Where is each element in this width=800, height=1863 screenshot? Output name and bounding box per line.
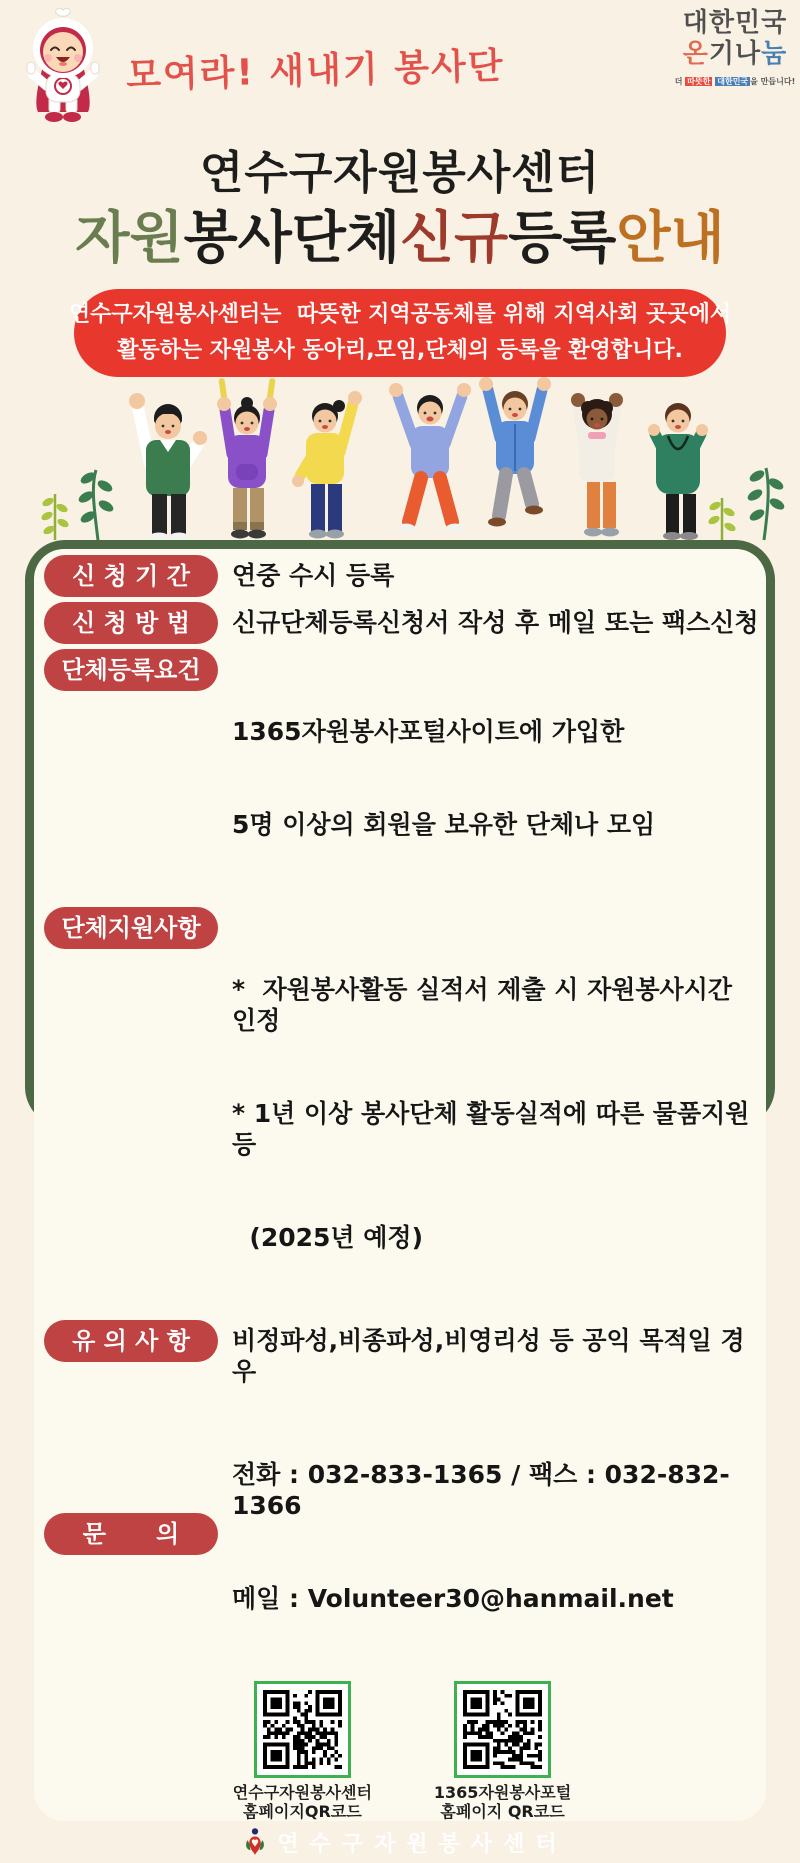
qr-block-center-homepage <box>233 1681 372 1821</box>
qr-section <box>44 1681 760 1821</box>
row-application-method <box>44 602 760 644</box>
intro-message-box <box>68 289 732 377</box>
label-group-support: 단체지원사항 <box>44 907 218 949</box>
plant-large-left <box>77 470 115 540</box>
poster-title-line1: 연수구자원봉사센터 <box>199 146 601 199</box>
logo-tagline: 더 따뜻한 대한민국 을 만듭니다! <box>674 77 796 87</box>
ongi-nanum-logo <box>674 8 796 87</box>
intro-line1: 연수구자원봉사센터는 따뜻한 지역공동체를 위해 지역사회 곳곳에서 <box>68 302 732 328</box>
plant-small-right <box>707 498 737 540</box>
logo-line1: 대한민국 <box>682 8 788 38</box>
value-contact <box>232 1392 760 1676</box>
qr-code-1365-portal <box>454 1681 551 1778</box>
logo-line2: 온기나눔 <box>682 38 788 69</box>
label-contact: 문 의 <box>44 1513 218 1555</box>
person-purple-hoodie <box>217 378 277 539</box>
value-notes: 비정파성,비종파성,비영리성 등 공익 목적일 경우 <box>232 1326 745 1386</box>
footer-title: 연수구자원봉사센터 <box>277 1831 568 1857</box>
plant-large-right <box>746 468 786 540</box>
intro-line2: 활동하는 자원봉사 동아리,모임,단체의 등록을 환영합니다. <box>117 338 683 363</box>
person-blue-top-jumping <box>389 383 471 533</box>
row-contact <box>44 1392 760 1676</box>
person-green-sweater <box>648 403 708 540</box>
contact-phone-fax: 전화 : 032-833-1365 / 팩스 : 032-832-1366 <box>232 1460 730 1520</box>
person-green-vest <box>129 393 207 542</box>
label-application-period: 신 청 기 간 <box>44 555 218 597</box>
footer-bar <box>34 1821 766 1863</box>
row-registration-requirements <box>44 649 760 902</box>
person-white-shirt <box>571 393 623 537</box>
value-application-method: 신규단체등록신청서 작성 후 메일 또는 팩스신청 <box>232 608 759 637</box>
label-application-method: 신 청 방 법 <box>44 602 218 644</box>
registration-info-inner <box>34 549 766 1821</box>
value-application-period: 연중 수시 등록 <box>232 561 395 590</box>
row-application-period <box>44 555 760 597</box>
headline-script-text: 모여라! 새내기 봉사단 <box>125 45 506 97</box>
value-registration-requirements: 1365자원봉사포털사이트에 가입한 5명 이상의 회원을 보유한 단체나 모임 <box>232 717 656 839</box>
poster-title-line2: 자원봉사단체신규등록안내 <box>75 206 725 271</box>
volunteer-center-emblem-icon <box>243 1827 267 1857</box>
person-blue-jacket-jumping <box>479 377 551 527</box>
qr-code-center-homepage <box>254 1681 351 1778</box>
registration-info-box <box>25 540 775 1857</box>
label-notes: 유 의 사 항 <box>44 1320 218 1362</box>
qr-block-1365-portal <box>434 1681 571 1821</box>
row-group-support <box>44 907 760 1315</box>
row-notes <box>44 1320 760 1387</box>
label-registration-requirements: 단체등록요건 <box>44 649 218 691</box>
qr-caption-1365: 1365자원봉사포털 홈페이지 QR코드 <box>433 1783 572 1821</box>
value-group-support: * 자원봉사활동 실적서 제출 시 자원봉사시간 인정 * 1년 이상 봉사단체 활동실적에 따른 물품지원 등 (2025년 예정) <box>232 975 759 1252</box>
volunteer-mascot-character <box>12 6 114 128</box>
person-yellow-top <box>292 391 362 539</box>
qr-caption-center: 연수구자원봉사센터 홈페이지QR코드 <box>232 1783 372 1821</box>
celebration-people-illustration <box>0 376 800 542</box>
plant-small-left <box>40 494 70 540</box>
contact-email: 메일 : Volunteer30@hanmail.net <box>232 1584 674 1613</box>
